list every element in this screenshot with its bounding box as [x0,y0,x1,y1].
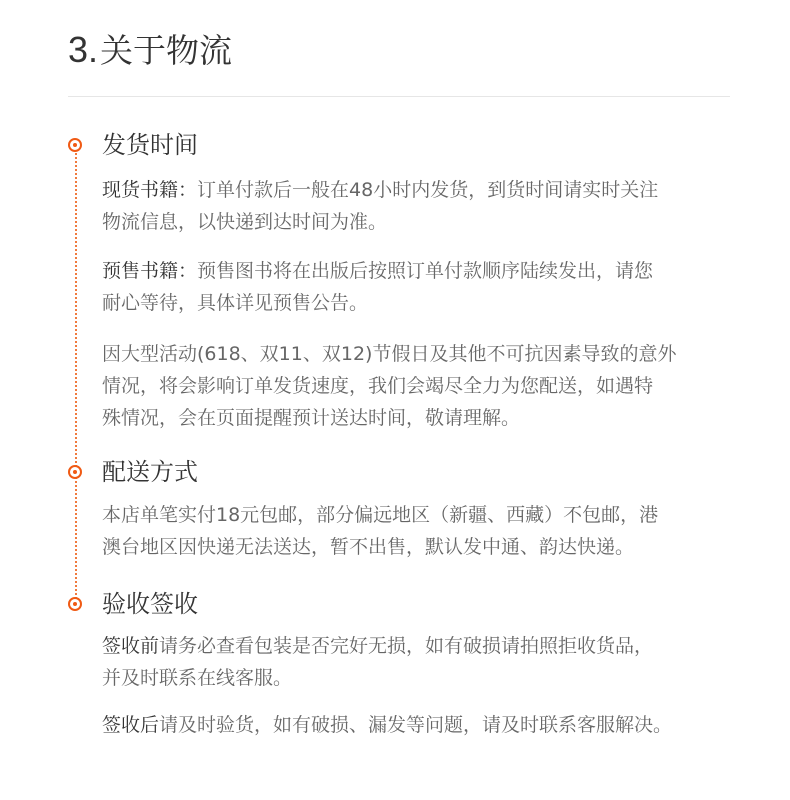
paragraph-presale-books [102,255,752,319]
text-line [102,255,752,287]
paragraph-text: 订单付款后一般在48小时内发货，到货时间请实时关注 [197,179,659,201]
text-line [102,630,752,662]
page-title-text: 关于物流 [100,31,233,70]
text-line: 殊情况，会在页面提醒预计送达时间，敬请理解。 [102,407,521,429]
paragraph-in-stock-books [102,174,752,238]
timeline-bullet-icon [68,465,82,479]
paragraph-text: 预售图书将在出版后按照订单付款顺序陆续发出，请您 [197,260,654,282]
page-title [68,26,232,75]
text-line: 澳台地区因快递无法送达，暂不出售，默认发中通、韵达快递。 [102,536,635,558]
section-title-shipping-time: 发货时间 [102,131,198,159]
text-line: 情况，将会影响订单发货速度，我们会竭尽全力为您配送，如遇特 [102,375,654,397]
paragraph-label: 签收后 [102,714,160,736]
timeline-bullet-icon [68,138,82,152]
page-title-number: 3 [68,29,89,70]
paragraph-text: 请及时验货，如有破损、漏发等问题，请及时联系客服解决。 [159,714,673,736]
section-title-delivery-method: 配送方式 [102,458,198,486]
text-line: 并及时联系在线客服。 [102,667,293,689]
timeline-bullet-icon [68,597,82,611]
section-title-inspection-receipt: 验收签收 [102,590,198,618]
text-line: 耐心等待，具体详见预售公告。 [102,292,369,314]
paragraph-label: 预售书籍： [102,260,198,282]
timeline-dotted-line [75,145,77,603]
text-line [102,709,752,741]
paragraph-after-signing [102,709,752,741]
paragraph-holiday-delays [102,338,752,434]
text-line [102,174,752,206]
page-title-dot: . [88,29,99,70]
paragraph-delivery-policy [102,499,752,563]
title-divider [68,96,730,97]
paragraph-before-signing [102,630,752,694]
text-line: 物流信息，以快递到达时间为准。 [102,211,388,233]
text-line: 因大型活动(618、双11、双12)节假日及其他不可抗因素导致的意外 [102,343,677,365]
paragraph-label: 现货书籍： [102,179,198,201]
paragraph-label: 签收前 [102,635,160,657]
text-line: 本店单笔实付18元包邮，部分偏远地区（新疆、西藏）不包邮，港 [102,504,659,526]
paragraph-text: 请务必查看包装是否完好无损，如有破损请拍照拒收货品， [159,635,654,657]
